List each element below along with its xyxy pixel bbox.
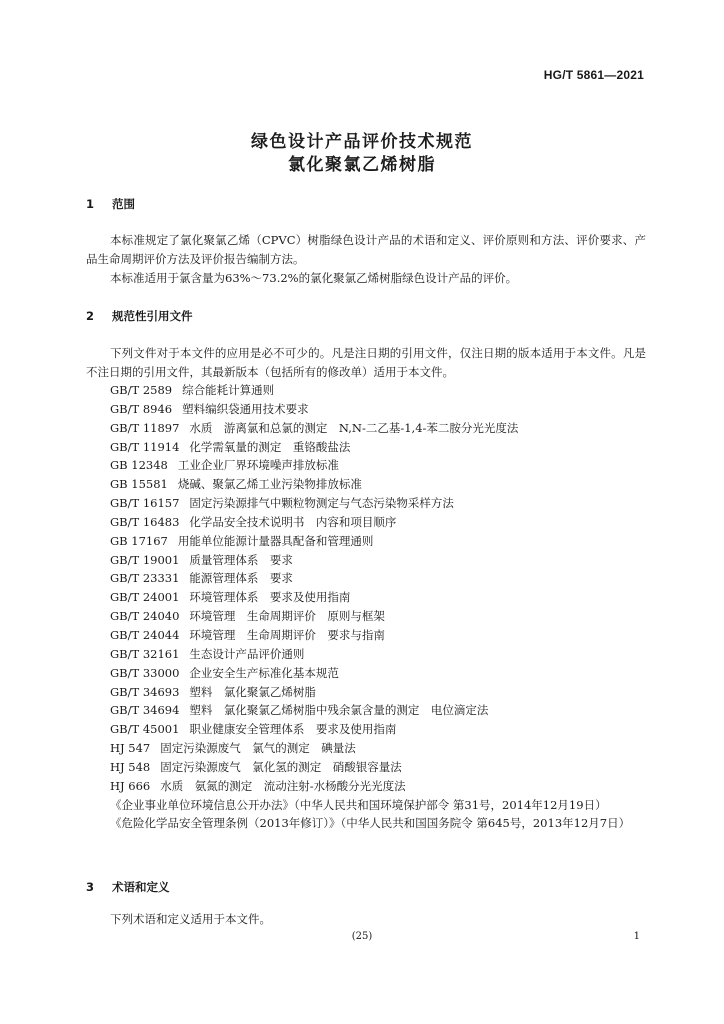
reference-item: GB/T 34694 塑料 氯化聚氯乙烯树脂中残余氯含量的测定 电位滴定法 [110, 703, 489, 718]
section-number: 3 [86, 880, 95, 894]
document-title: 绿色设计产品评价技术规范 [251, 132, 473, 152]
section-1-paragraph-2: 本标准适用于氯含量为63%～73.2%的氯化聚氯乙烯树脂绿色设计产品的评价。 [110, 271, 518, 285]
reference-item: GB/T 8946 塑料编织袋通用技术要求 [110, 401, 309, 416]
section-3-heading [86, 879, 170, 895]
reference-item: GB/T 24001 环境管理体系 要求及使用指南 [110, 590, 351, 605]
section-2-heading [86, 308, 193, 324]
reference-item: GB 15581 烧碱、聚氯乙烯工业污染物排放标准 [110, 477, 362, 492]
reference-item: GB/T 23331 能源管理体系 要求 [110, 571, 293, 586]
reference-item: GB/T 11914 化学需氧量的测定 重铬酸盐法 [110, 439, 351, 454]
reference-item: GB/T 24040 环境管理 生命周期评价 原则与框架 [110, 609, 385, 624]
regulation-reference: 《企业事业单位环境信息公开办法》（中华人民共和国环境保护部令 第31号，2014年12月19日） [110, 797, 607, 812]
section-title: 范围 [112, 197, 135, 211]
reference-item: GB/T 32161 生态设计产品评价通则 [110, 646, 305, 661]
section-title: 规范性引用文件 [112, 309, 193, 323]
reference-item: GB/T 16483 化学品安全技术说明书 内容和项目顺序 [110, 514, 397, 529]
section-2-intro: 下列文件对于本文件的应用是必不可少的。凡是注日期的引用文件，仅注日期的版本适用于本文件。凡是不注日期的引用文件，其最新版本（包括所有的修改单）适用于本文件。 [86, 346, 646, 379]
reference-item: GB/T 24044 环境管理 生命周期评价 要求与指南 [110, 627, 385, 642]
reference-item: HJ 548 固定污染源废气 氯化氢的测定 硝酸银容量法 [110, 759, 402, 774]
section-3-intro: 下列术语和定义适用于本文件。 [110, 912, 271, 926]
reference-item: GB/T 45001 职业健康安全管理体系 要求及使用指南 [110, 722, 397, 737]
reference-item: GB/T 16157 固定污染源排气中颗粒物测定与气态污染物采样方法 [110, 496, 454, 511]
standard-code: HG/T 5861—2021 [543, 68, 644, 82]
reference-item: GB/T 33000 企业安全生产标准化基本规范 [110, 665, 339, 680]
reference-item: GB 12348 工业企业厂界环境噪声排放标准 [110, 458, 339, 473]
section-title: 术语和定义 [112, 880, 170, 894]
page-label: (25) [351, 931, 373, 942]
document-subtitle: 氯化聚氯乙烯树脂 [288, 155, 436, 175]
reference-item: HJ 666 水质 氨氮的测定 流动注射-水杨酸分光光度法 [110, 778, 406, 793]
reference-item: GB/T 19001 质量管理体系 要求 [110, 552, 293, 567]
normative-references-list [86, 381, 656, 833]
reference-item: GB 17167 用能单位能源计量器具配备和管理通则 [110, 533, 374, 548]
section-1-heading [86, 196, 135, 212]
section-number: 2 [86, 309, 95, 323]
section-number: 1 [86, 197, 95, 211]
reference-item: GB/T 2589 综合能耗计算通则 [110, 383, 275, 397]
reference-item: GB/T 11897 水质 游离氯和总氯的测定 N,N-二乙基-1,4-苯二胺分光光度法 [110, 420, 519, 435]
page-number: 1 [633, 931, 640, 942]
reference-item: HJ 547 固定污染源废气 氯气的测定 碘量法 [110, 741, 356, 756]
section-1-paragraph-1: 本标准规定了氯化聚氯乙烯（CPVC）树脂绿色设计产品的术语和定义、评价原则和方法、评价要求、产品生命周期评价方法及评价报告编制方法。 [86, 233, 646, 266]
reference-item: GB/T 34693 塑料 氯化聚氯乙烯树脂 [110, 684, 316, 699]
regulation-reference: 《危险化学品安全管理条例（2013年修订）》（中华人民共和国国务院令 第645号，2013年12月7日） [110, 816, 631, 831]
